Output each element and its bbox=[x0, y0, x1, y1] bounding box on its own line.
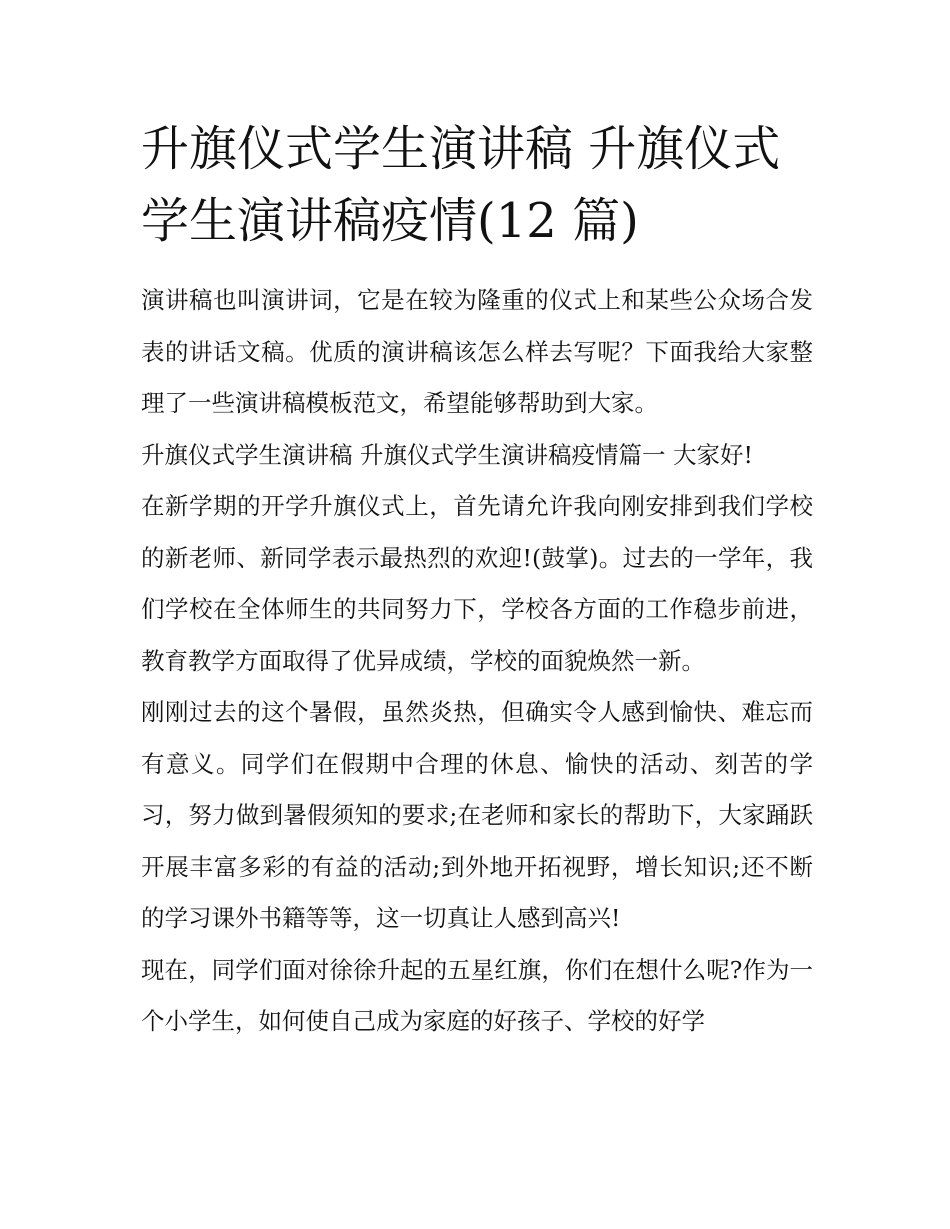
document-content bbox=[141, 113, 813, 1048]
paragraph-summer: 刚刚过去的这个暑假，虽然炎热，但确实令人感到愉快、难忘而有意义。同学们在假期中合理的休息、愉快的活动、刻苦的学习，努力做到暑假须知的要求;在老师和家长的帮助下，大家踊跃开展丰富多彩的有益的活动;到外地开拓视野，增长知识;还不断的学习课外书籍等等，这一切真让人感到高兴! bbox=[141, 698, 813, 932]
paragraph-intro: 演讲稿也叫演讲词，它是在较为隆重的仪式上和某些公众场合发表的讲话文稿。优质的演讲稿该怎么样去写呢？下面我给大家整理了一些演讲稿模板范文，希望能够帮助到大家。 bbox=[141, 286, 813, 417]
document-body bbox=[141, 275, 813, 1048]
paragraph-welcome: 在新学期的开学升旗仪式上，首先请允许我向刚安排到我们学校的新老师、新同学表示最热烈的欢迎!(鼓掌)。过去的一学年，我们学校在全体师生的共同努力下，学校各方面的工作稳步前进，教育教学方面取得了优异成绩，学校的面貌焕然一新。 bbox=[141, 492, 813, 675]
paragraph-section-heading: 升旗仪式学生演讲稿 升旗仪式学生演讲稿疫情篇一 大家好! bbox=[141, 440, 753, 469]
document-title: 升旗仪式学生演讲稿 升旗仪式学生演讲稿疫情(12 篇) bbox=[141, 121, 781, 249]
paragraph-flag: 现在，同学们面对徐徐升起的五星红旗，你们在想什么呢?作为一个小学生，如何使自己成为家庭的好孩子、学校的好学 bbox=[141, 955, 813, 1035]
